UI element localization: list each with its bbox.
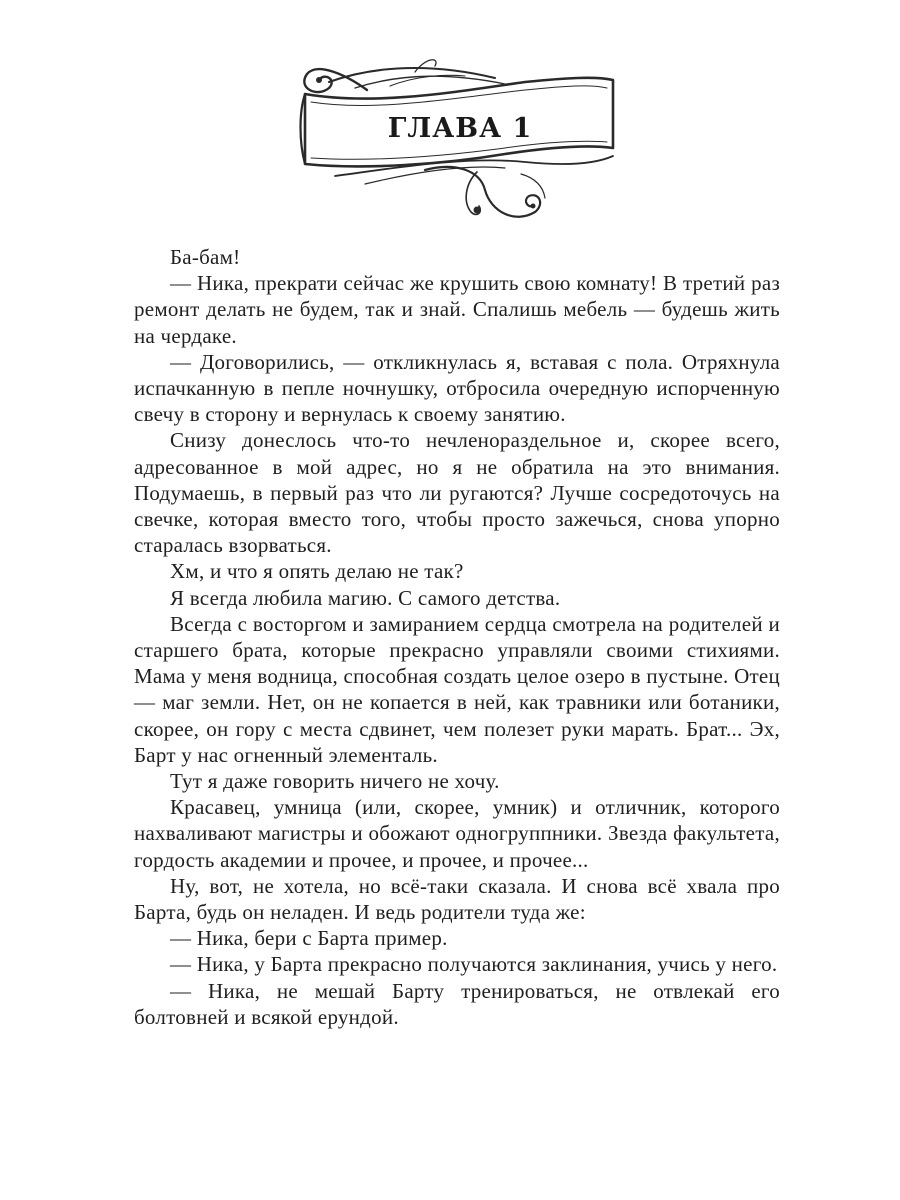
paragraph: — Ника, бери с Барта пример. <box>170 926 448 951</box>
paragraph: Ну, вот, не хотела, но всё-таки сказала. И снова всё хвала про Барта, будь он неладен. И ведь родители туда же: <box>134 873 780 925</box>
paragraph: — Ника, прекрати сейчас же крушить свою комнату! В третий раз ремонт делать не будем, так и знай. Спалишь мебель — будешь жить на чердаке. <box>134 271 780 348</box>
paragraph: Всегда с восторгом и замиранием сердца смотрела на родителей и старшего брата, которые прекрасно управляли своими стихиями. Мама у меня водница, способная создать целое озеро в пустыне. Отец — маг земли. Нет, он не копается в ней, как травники или ботаники, скорее, он гору с места сдвинет, чем полезет руки марать. Брат... Эх, Барт у нас огненный элементаль. <box>134 611 780 767</box>
paragraph: Я всегда любила магию. С самого детства. <box>170 585 561 610</box>
paragraph: Ба-бам! <box>170 245 241 269</box>
chapter-banner <box>295 52 625 232</box>
paragraph: Снизу донеслось что-то нечленораздельное и, скорее всего, адресованное в мой адрес, но я не обратила на это внимания. Подумаешь, в первый раз что ли ругаются? Лучше сосредоточусь на свечке, которая вместо того, чтобы просто зажечься, снова упорно старалась взорваться. <box>134 428 780 558</box>
body-text <box>134 244 780 1030</box>
paragraph: Красавец, умница (или, скорее, умник) и отличник, которого нахваливают магистры и обожают одногруппники. Звезда факультета, гордость академии и прочее, и прочее, и прочее... <box>134 795 780 872</box>
paragraph: Хм, и что я опять делаю не так? <box>170 559 464 584</box>
paragraph: Тут я даже говорить ничего не хочу. <box>170 769 500 794</box>
chapter-title: ГЛАВА 1 <box>387 113 533 144</box>
paragraph: — Договорились, — откликнулась я, вставая с пола. Отряхнула испачканную в пепле ночнушку, отбросила очередную испорченную свечу в сторону и вернулась к своему занятию. <box>134 349 780 427</box>
paragraph: — Ника, не мешай Барту тренироваться, не отвлекай его болтовней и всякой ерундой. <box>134 978 780 1029</box>
paragraph: — Ника, у Барта прекрасно получаются заклинания, учись у него. <box>170 952 778 977</box>
